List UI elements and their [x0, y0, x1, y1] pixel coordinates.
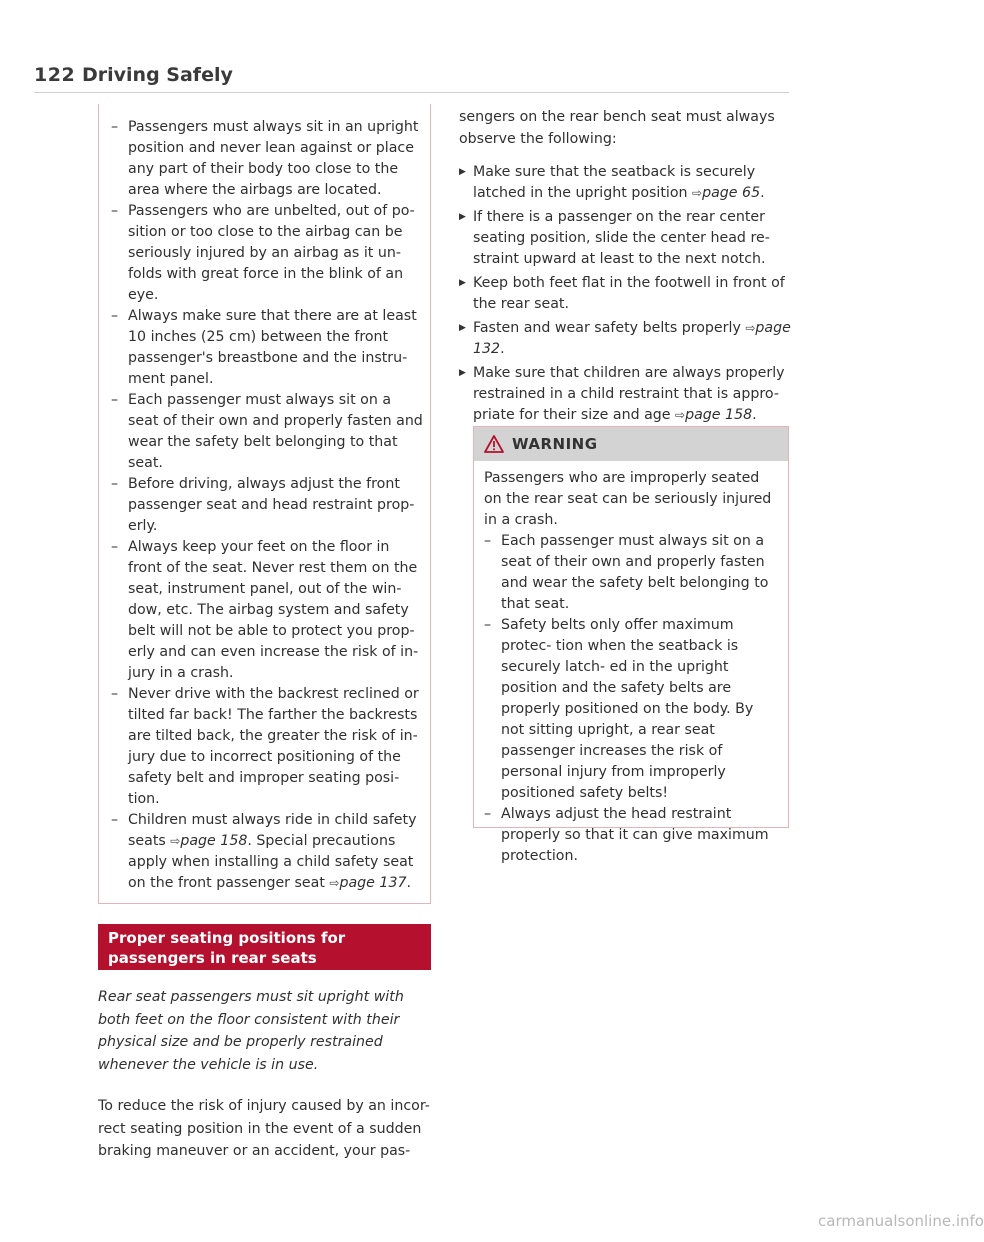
arrow-right-icon: ⇨ — [692, 186, 703, 200]
section-intro: Rear seat passengers must sit upright with both feet on the floor consistent with their physical size and be properly restrained whenever the vehicle is in use. — [98, 989, 404, 1073]
warning-text: . — [406, 875, 412, 891]
warning-item: – Always keep your feet on the floor in front of the seat. Never rest them on the seat, instrument panel, out of the win- dow, etc. The airbag system and safety belt will not be able to protect you prop- erly and can even increase the risk of in- jury in a crash. — [111, 537, 424, 684]
warning-item: – Safety belts only offer maximum protec- tion when the seatback is securely latch- ed in the upright position and the safety belts are properly positioned on the body. By not sitting upright, a rear seat passenger increases the risk of personal injury from improperly positioned safety belts! — [484, 615, 780, 804]
page-reference-label: page 158 — [180, 833, 248, 849]
section-title: Driving Safely — [82, 64, 233, 86]
warning-intro: Passengers who are improperly seated on the rear seat can be seriously injured in a crash. — [484, 470, 772, 528]
section-heading: Proper seating positions for passengers in rear seats — [98, 924, 431, 970]
triangle-bullet-icon: ▶ — [459, 167, 466, 177]
header-divider — [34, 92, 789, 93]
warning-list — [474, 531, 788, 867]
warning-title: WARNING — [512, 435, 598, 453]
warning-box — [473, 426, 789, 864]
page-reference-label: page 132 — [473, 320, 791, 357]
warning-item: – Each passenger must always sit on a seat of their own and properly fasten and wear the safety belt belonging to that seat. — [111, 390, 424, 474]
page-reference-label: page 65 — [702, 185, 761, 201]
step-text: Make sure that children are always properly restrained in a child restraint that is appro- priate for their size and age — [473, 365, 785, 423]
page-number: 122 — [34, 64, 76, 86]
warning-text: Children must always ride in child safety seats — [128, 812, 417, 849]
warning-list — [99, 104, 430, 894]
warning-header — [474, 427, 788, 461]
triangle-bullet-icon: ▶ — [459, 212, 466, 222]
footer-watermark: carmanualsonline.info — [818, 1212, 984, 1230]
triangle-bullet-icon: ▶ — [459, 323, 466, 333]
page-reference-link[interactable] — [170, 833, 247, 849]
instruction-step — [459, 207, 794, 270]
instruction-step — [459, 273, 794, 315]
triangle-bullet-icon: ▶ — [459, 278, 466, 288]
warning-box-continued — [98, 104, 431, 904]
instruction-step — [459, 318, 794, 360]
arrow-right-icon: ⇨ — [329, 876, 340, 890]
body-paragraph: To reduce the risk of injury caused by an incor- rect seating position in the event of a sudden braking maneuver or an accident, your pas- — [98, 1098, 430, 1159]
arrow-right-icon: ⇨ — [675, 408, 686, 422]
warning-item: – Passengers who are unbelted, out of po- sition or too close to the airbag can be seriously injured by an airbag as it un- folds with great force in the blink of an eye. — [111, 201, 424, 306]
page-reference-label: page 158 — [685, 407, 753, 423]
warning-item: – Always adjust the head restraint properly so that it can give maximum protection. — [484, 804, 780, 867]
body-paragraph-continued: sengers on the rear bench seat must always observe the following: — [459, 109, 775, 147]
instruction-step — [459, 162, 794, 204]
instruction-step — [459, 363, 794, 426]
triangle-bullet-icon: ▶ — [459, 368, 466, 378]
step-text: Make sure that the seatback is securely latched in the upright position — [473, 164, 756, 201]
page-reference-link[interactable] — [692, 185, 760, 201]
warning-item: – Never drive with the backrest reclined or tilted far back! The farther the backrests are tilted back, the greater the risk of in- jury due to incorrect positioning of the safety belt and improper seating posi- tion. — [111, 684, 424, 810]
warning-triangle-icon — [484, 435, 504, 453]
warning-item: – Always make sure that there are at least 10 inches (25 cm) between the front passenger's breastbone and the instru- ment panel. — [111, 306, 424, 390]
step-text: . — [500, 341, 505, 357]
page-reference-link[interactable] — [329, 875, 406, 891]
step-text: If there is a passenger on the rear center seating position, slide the center head re- straint upward at least to the next notch. — [473, 209, 770, 267]
step-text: Keep both feet flat in the footwell in front of the rear seat. — [473, 275, 785, 312]
step-text: Fasten and wear safety belts properly — [473, 320, 746, 336]
step-text: . — [760, 185, 765, 201]
page-reference-label: page 137 — [339, 875, 407, 891]
warning-item: – Each passenger must always sit on a seat of their own and properly fasten and wear the safety belt belonging to that seat. — [484, 531, 780, 615]
page-reference-link[interactable] — [675, 407, 752, 423]
warning-item: – Before driving, always adjust the front passenger seat and head restraint prop- erly. — [111, 474, 424, 537]
instruction-list — [459, 162, 794, 429]
warning-item — [111, 810, 424, 894]
warning-item: – Passengers must always sit in an upright position and never lean against or place any part of their body too close to the area where the airbags are located. — [111, 117, 424, 201]
step-text: . — [752, 407, 757, 423]
arrow-right-icon: ⇨ — [170, 834, 181, 848]
page-header — [34, 64, 789, 94]
warning-text: . Special precautions apply when installing a child safety seat on the front passenger seat — [128, 833, 414, 891]
arrow-right-icon: ⇨ — [745, 321, 756, 335]
